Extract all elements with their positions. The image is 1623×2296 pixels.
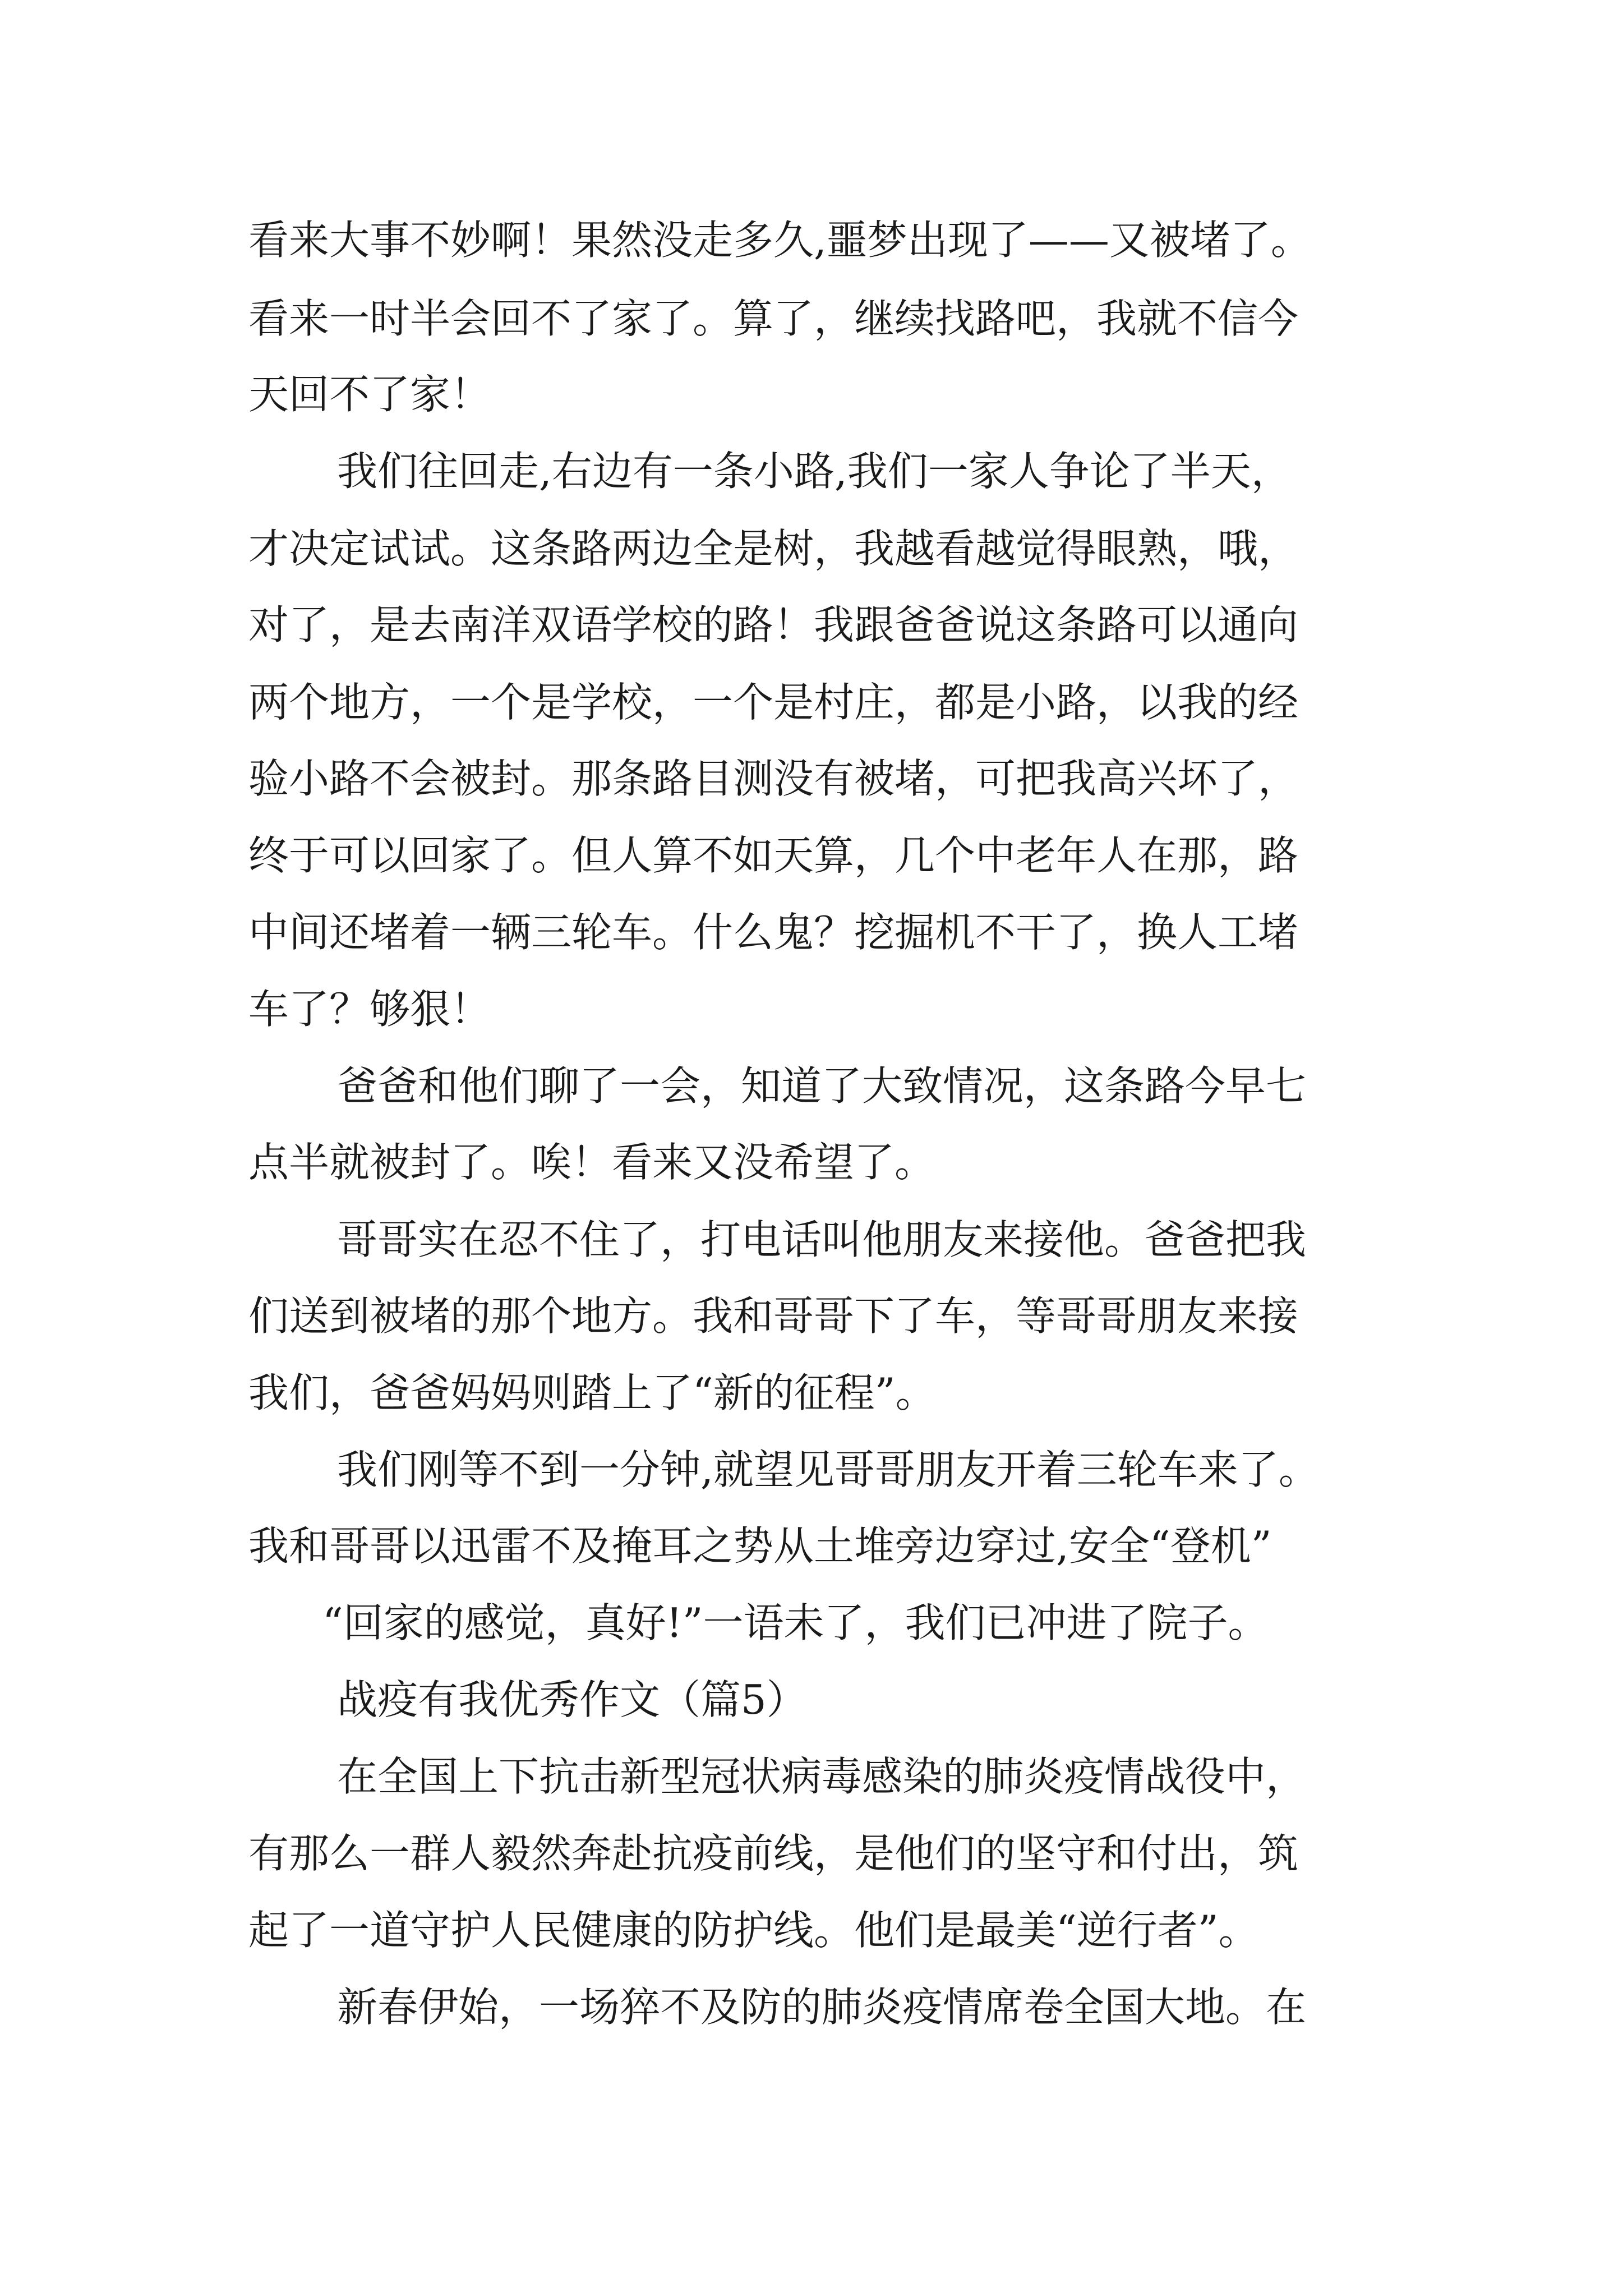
text-line: 验小路不会被封。那条路目测没有被堵，可把我高兴坏了， [248,755,1299,802]
text-line: 终于可以回家了。但人算不如天算，几个中老年人在那，路 [248,832,1299,879]
paragraph-first-line: 在全国上下抗击新型冠状病毒感染的肺炎疫情战役中， [337,1753,1307,1800]
text-line: 对了，是去南洋双语学校的路！我跟爸爸说这条路可以通向 [248,601,1299,648]
text-line: 起了一道守护人民健康的防护线。他们是最美“逆行者”。 [248,1907,1259,1954]
text-line: 看来大事不妙啊！果然没走多久,噩梦出现了——又被堵了。 [248,217,1311,264]
text-line: 点半就被封了。唉！看来又没希望了。 [248,1139,935,1186]
paragraph-first-line: 哥哥实在忍不住了，打电话叫他朋友来接他。爸爸把我 [337,1216,1307,1263]
text-line: 看来一时半会回不了家了。算了，继续找路吧，我就不信今 [248,295,1299,342]
paragraph-first-line: 我们往回走,右边有一条小路,我们一家人争论了半天， [337,448,1292,495]
text-line: 车了？够狠！ [248,986,491,1033]
text-line: 才决定试试。这条路两边全是树，我越看越觉得眼熟，哦， [248,525,1299,572]
paragraph-first-line: 新春伊始，一场猝不及防的肺炎疫情席卷全国大地。在 [337,1984,1307,2031]
paragraph-first-line: 爸爸和他们聊了一会，知道了大致情况，这条路今早七 [337,1062,1307,1110]
text-line: 中间还堵着一辆三轮车。什么鬼？挖掘机不干了，换人工堵 [248,909,1299,956]
paragraph-first-line: 我们刚等不到一分钟,就望见哥哥朋友开着三轮车来了。 [337,1446,1319,1493]
text-line: 我和哥哥以迅雷不及掩耳之势从土堆旁边穿过,安全“登机” [248,1522,1272,1570]
text-line: 我们，爸爸妈妈则踏上了“新的征程”。 [248,1369,936,1416]
text-line: 有那么一群人毅然奔赴抗疫前线，是他们的坚守和付出，筑 [248,1830,1299,1877]
text-line: 们送到被堵的那个地方。我和哥哥下了车，等哥哥朋友来接 [248,1292,1299,1340]
section-heading: 战疫有我优秀作文（篇5） [337,1676,807,1723]
text-line: 两个地方，一个是学校，一个是村庄，都是小路，以我的经 [248,679,1299,726]
paragraph-first-line: “回家的感觉，真好!”一语未了，我们已冲进了院子。 [322,1599,1269,1646]
text-line: 天回不了家！ [248,371,491,418]
